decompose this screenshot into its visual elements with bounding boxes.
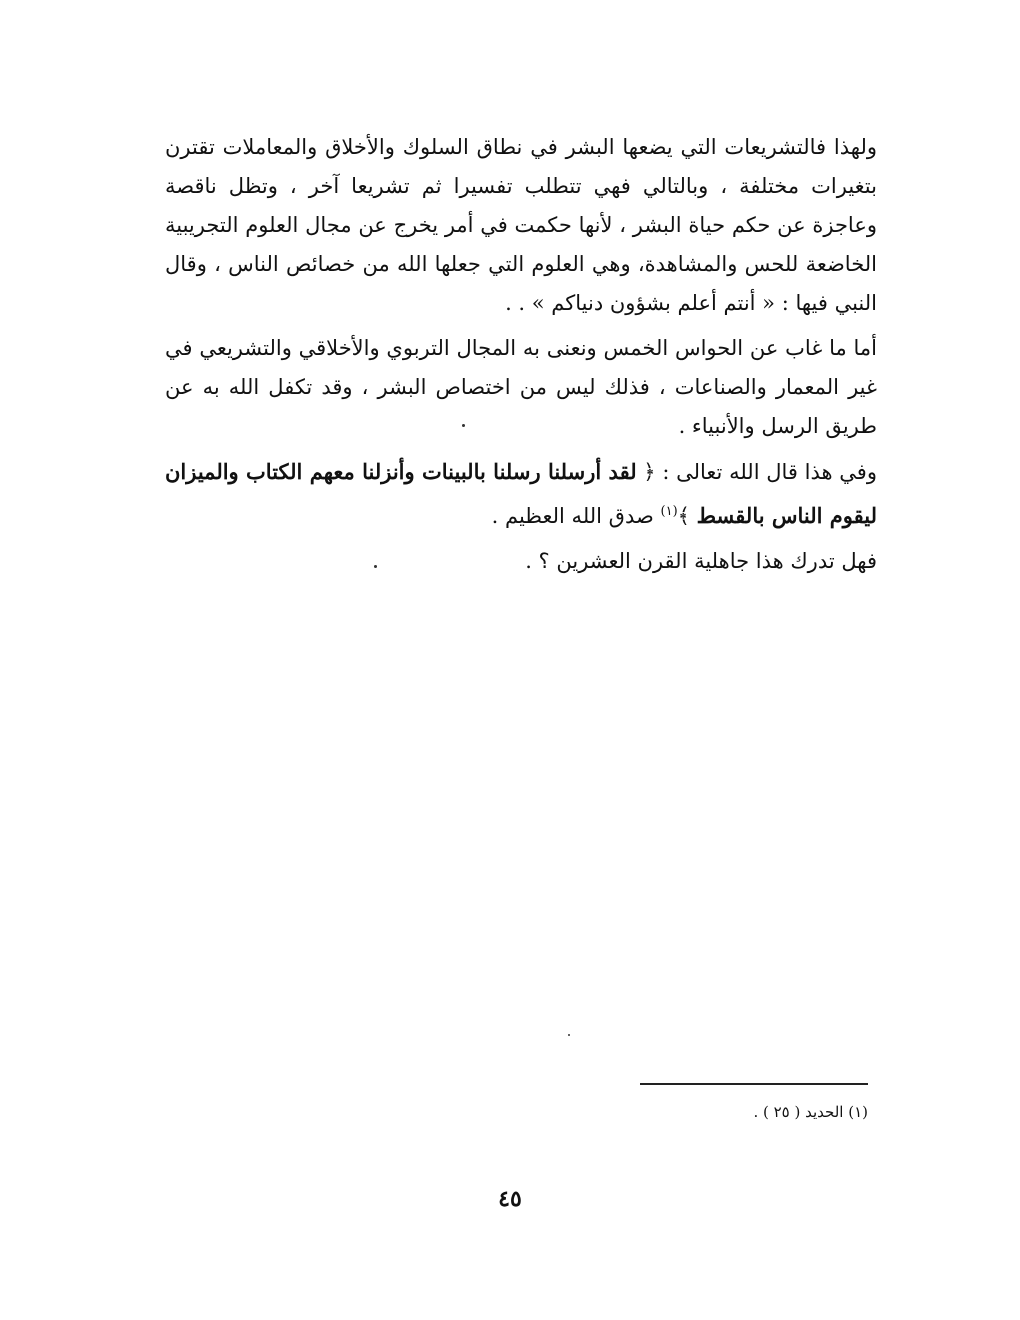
footnote-reference: (١)	[660, 504, 678, 519]
paragraph-1: ولهذا فالتشريعات التي يضعها البشر في نطاق السلوك والأخلاق والمعاملات تقترن بتغيرات مختلفة ، وبالتالي فهي تتطلب تفسيرا ثم تشريعا آخر ، وتظل ناقصة وعاجزة عن حكم حياة البشر ، لأنها حكمت في أمر يخرج عن مجال العلوم التجريبية الخاضعة للحس والمشاهدة، وهي العلوم التي جعلها الله من خصائص الناس ، وقال النبي فيها : « أنتم أعلم بشؤون دنياكم » . .	[165, 135, 877, 315]
quran-paragraph	[165, 452, 877, 536]
footnote-separator	[640, 1083, 868, 1085]
page-number: ٤٥	[498, 1186, 522, 1212]
stray-dot	[568, 1034, 570, 1036]
paragraph-2: أما ما غاب عن الحواس الخمس ونعنى به المجال التربوي والأخلاقي والتشريعي في غير المعمار والصناعات ، فذلك ليس من اختصاص البشر ، وقد تكفل الله به عن طريق الرسل والأنبياء .	[165, 336, 877, 438]
quran-ending: صدق الله العظيم .	[491, 504, 661, 528]
quran-intro: وفي هذا قال الله تعالى : ﴿	[636, 460, 877, 484]
main-text	[165, 128, 877, 581]
quran-verse: لقد أرسلنا رسلنا بالبينات وأنزلنا معهم الكتاب والميزان ليقوم الناس بالقسط	[165, 459, 877, 528]
stray-dot	[374, 565, 377, 568]
question-line: فهل تدرك هذا جاهلية القرن العشرين ؟ .	[525, 549, 877, 573]
stray-dot	[462, 424, 465, 427]
quran-close: ﴾	[677, 504, 697, 528]
footnote: (١) الحديد ( ٢٥ ) .	[753, 1103, 868, 1121]
